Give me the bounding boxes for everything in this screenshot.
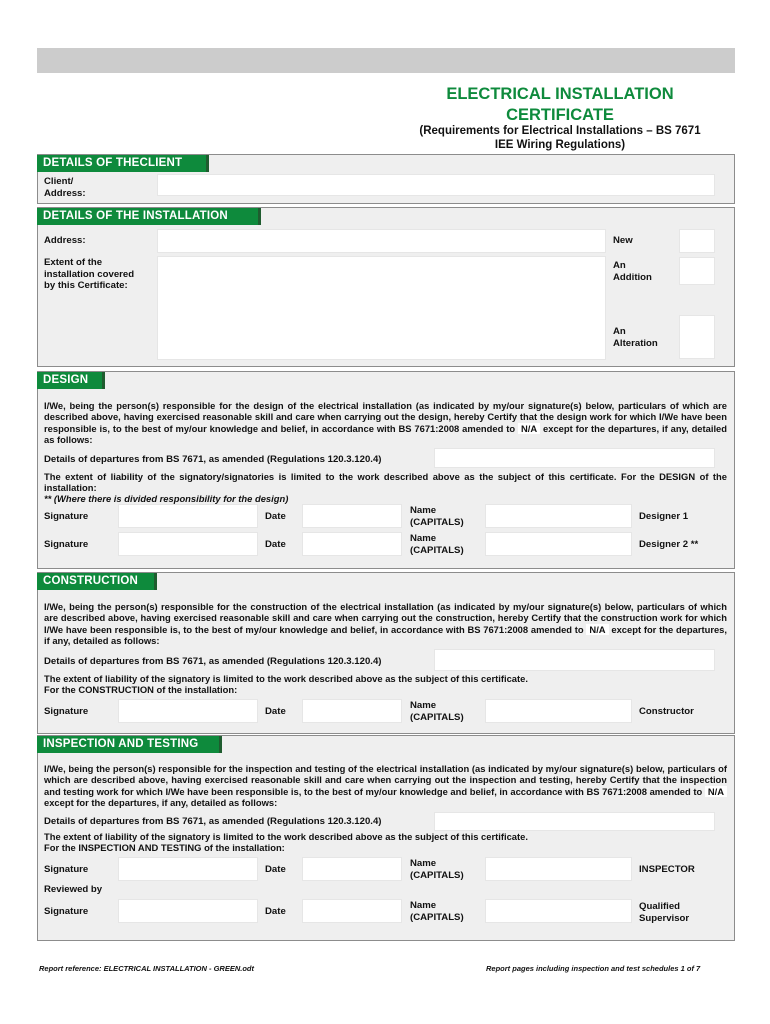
design-divided-text: ** (Where there is divided responsibility for the design) bbox=[44, 493, 289, 504]
construction-departures-field[interactable] bbox=[434, 649, 715, 671]
inspection-signature-label-1: Signature bbox=[44, 864, 89, 875]
inspection-date-field-2[interactable] bbox=[302, 899, 402, 923]
design-name-label-1-line2: (CAPITALS) bbox=[410, 516, 464, 528]
construction-name-label-line1: Name bbox=[410, 700, 437, 711]
inspection-name-label-2 bbox=[410, 900, 464, 923]
qualified-supervisor-line2: Supervisor bbox=[639, 912, 690, 924]
inspection-signature-field-1[interactable] bbox=[118, 857, 258, 881]
design-declaration-end: except for the departures, if any, detailed as follows: bbox=[44, 422, 727, 446]
alteration-label bbox=[613, 326, 658, 349]
inspection-date-label-1: Date bbox=[265, 864, 286, 875]
design-date-field-2[interactable] bbox=[302, 532, 402, 556]
construction-name-label-line2: (CAPITALS) bbox=[410, 711, 464, 723]
construction-date-field[interactable] bbox=[302, 699, 402, 723]
inspection-liability-1: The extent of liability of the signatory is limited to the work described above as the subject of this certificate. bbox=[44, 831, 528, 842]
design-name-label-1 bbox=[410, 505, 464, 528]
construction-liability-2: For the CONSTRUCTION of the installation: bbox=[44, 684, 238, 695]
construction-date-label: Date bbox=[265, 706, 286, 717]
inspection-departures-label: Details of departures from BS 7671, as amended (Regulations 120.3.120.4) bbox=[44, 816, 382, 827]
inspection-liability-2: For the INSPECTION AND TESTING of the installation: bbox=[44, 842, 285, 853]
design-name-label-1-line1: Name bbox=[410, 505, 437, 516]
alteration-label-line2: Alteration bbox=[613, 337, 658, 349]
construction-liability-1: The extent of liability of the signatory is limited to the work described above as the subject of this certificate. bbox=[44, 673, 528, 684]
inspection-name-label-2-line1: Name bbox=[410, 900, 437, 911]
inspection-date-field-1[interactable] bbox=[302, 857, 402, 881]
construction-name-field[interactable] bbox=[485, 699, 632, 723]
inspection-name-label-1-line2: (CAPITALS) bbox=[410, 869, 464, 881]
new-label: New bbox=[613, 235, 633, 246]
qualified-supervisor-label bbox=[639, 901, 689, 924]
inspection-amended-field[interactable]: N/A bbox=[705, 786, 727, 797]
client-address-field[interactable] bbox=[157, 174, 715, 196]
construction-name-label bbox=[410, 700, 464, 723]
construction-signature-field[interactable] bbox=[118, 699, 258, 723]
design-amended-field[interactable]: N/A bbox=[518, 423, 540, 434]
design-divided-note bbox=[44, 493, 288, 504]
design-signature-label-1: Signature bbox=[44, 511, 89, 522]
constructor-label: Constructor bbox=[639, 706, 694, 717]
inspection-name-field-1[interactable] bbox=[485, 857, 632, 881]
design-signature-field-1[interactable] bbox=[118, 504, 258, 528]
inspection-declaration-end: except for the departures, if any, detailed as follows: bbox=[44, 797, 278, 809]
extent-label-line3: by this Certificate: bbox=[44, 280, 128, 291]
reviewed-by-label: Reviewed by bbox=[44, 884, 103, 895]
design-name-field-2[interactable] bbox=[485, 532, 632, 556]
construction-amended-field[interactable]: N/A bbox=[586, 624, 608, 635]
addition-label bbox=[613, 260, 652, 283]
design-liability: The extent of liability of the signatory/signatories is limited to the work described above as the subject of this certificate. For the DESIGN of the installation: bbox=[44, 471, 727, 494]
page-title-line2: CERTIFICATE bbox=[506, 106, 614, 124]
client-label bbox=[44, 176, 86, 199]
client-label-line1: Client/ bbox=[44, 176, 74, 187]
designer1-label: Designer 1 bbox=[639, 511, 689, 522]
page-subtitle-line2: IEE Wiring Regulations) bbox=[494, 139, 626, 151]
design-name-label-2-line1: Name bbox=[410, 533, 437, 544]
extent-label bbox=[44, 257, 134, 292]
design-section-heading: DESIGN bbox=[37, 372, 105, 389]
addition-label-line2: Addition bbox=[613, 271, 652, 283]
construction-declaration-end: except for the departures, if any, detailed as follows: bbox=[44, 623, 728, 647]
design-departures-field[interactable] bbox=[434, 448, 715, 468]
footer-report-reference: Report reference: ELECTRICAL INSTALLATION - GREEN.odt bbox=[39, 964, 255, 973]
alteration-checkbox[interactable] bbox=[679, 315, 715, 359]
inspector-label: INSPECTOR bbox=[639, 864, 695, 875]
inspection-date-label-2: Date bbox=[265, 906, 286, 917]
inspection-name-label-1-line1: Name bbox=[410, 858, 437, 869]
design-date-label-2: Date bbox=[265, 539, 286, 550]
inspection-section-heading: INSPECTION AND TESTING bbox=[37, 736, 222, 753]
inspection-signature-field-2[interactable] bbox=[118, 899, 258, 923]
construction-section-heading: CONSTRUCTION bbox=[37, 573, 157, 590]
construction-departures-label: Details of departures from BS 7671, as amended (Regulations 120.3.120.4) bbox=[44, 656, 382, 667]
inspection-name-field-2[interactable] bbox=[485, 899, 632, 923]
top-bar bbox=[37, 48, 735, 73]
installation-address-field[interactable] bbox=[157, 229, 606, 253]
inspection-name-label-1 bbox=[410, 858, 464, 881]
inspection-departures-field[interactable] bbox=[434, 812, 715, 831]
inspection-signature-label-2: Signature bbox=[44, 906, 89, 917]
design-name-field-1[interactable] bbox=[485, 504, 632, 528]
qualified-supervisor-line1: Qualified bbox=[639, 901, 681, 912]
design-date-field-1[interactable] bbox=[302, 504, 402, 528]
design-signature-field-2[interactable] bbox=[118, 532, 258, 556]
alteration-label-line1: An bbox=[613, 326, 626, 337]
client-section-heading: DETAILS OF THECLIENT bbox=[37, 155, 209, 172]
construction-declaration-text: I/We, being the person(s) responsible for the construction of the electrical installation (as indicated by my/our signature(s) below, particulars of which are described above, having exercised reasonable skill and care when carrying out the construction, hereby Certify that the construction work for which I/We have been responsible is, to the best of my/our knowledge and belief, in accordance with BS 7671:2008 amended to bbox=[44, 601, 727, 635]
page-subtitle: (Requirements for Electrical Installations – BS 7671 bbox=[419, 125, 701, 137]
addition-checkbox[interactable] bbox=[679, 257, 715, 285]
footer-page-count: Report pages including inspection and test schedules 1 of 7 bbox=[486, 964, 701, 973]
extent-label-line2: installation covered bbox=[44, 268, 135, 280]
construction-signature-label: Signature bbox=[44, 706, 89, 717]
installation-address-label: Address: bbox=[44, 235, 86, 246]
design-departures-label: Details of departures from BS 7671, as amended (Regulations 120.3.120.4) bbox=[44, 454, 382, 465]
design-name-label-2-line2: (CAPITALS) bbox=[410, 544, 464, 556]
designer2-label: Designer 2 ** bbox=[639, 539, 699, 550]
inspection-name-label-2-line2: (CAPITALS) bbox=[410, 911, 464, 923]
construction-declaration bbox=[44, 601, 727, 647]
inspection-declaration bbox=[44, 763, 727, 809]
addition-label-line1: An bbox=[613, 260, 626, 271]
client-label-line2: Address: bbox=[44, 187, 86, 199]
inspection-declaration-text: I/We, being the person(s) responsible for the inspection and testing of the electrical installation (as indicated by my/our signature(s) below, particulars of which are described above, having exercised reasonable skill and care when carrying out the inspection and testing, hereby Certify that the inspection and testing work for which I/We have been responsible is, to the best of my/our knowledge and belief, in accordance with BS 7671:2008 amended to bbox=[44, 763, 727, 797]
design-signature-label-2: Signature bbox=[44, 539, 89, 550]
page-title: ELECTRICAL INSTALLATION bbox=[446, 85, 674, 103]
design-name-label-2 bbox=[410, 533, 464, 556]
design-declaration bbox=[44, 400, 727, 446]
new-checkbox[interactable] bbox=[679, 229, 715, 253]
design-date-label-1: Date bbox=[265, 511, 286, 522]
extent-field[interactable] bbox=[157, 256, 606, 360]
installation-section-heading: DETAILS OF THE INSTALLATION bbox=[37, 208, 261, 225]
design-declaration-text: I/We, being the person(s) responsible for the design of the electrical installation (as indicated by my/our signature(s) below, particulars of which are described above, having exercised reasonable skill and care when carrying out the design, hereby Certify that the design work for which I/We have been responsible is, to the best of my/our knowledge and belief, in accordance with BS 7671:2008 amended to bbox=[44, 400, 727, 434]
extent-label-line1: Extent of the bbox=[44, 257, 103, 268]
